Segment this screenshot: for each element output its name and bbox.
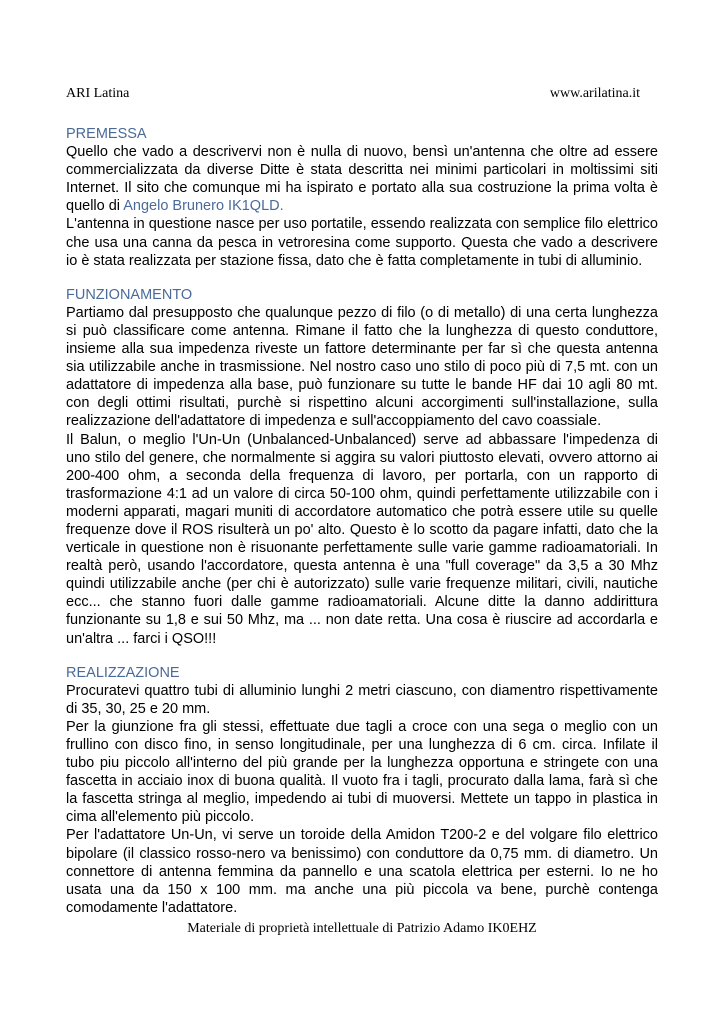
document-body (66, 125, 658, 917)
premessa-paragraph-1-text: Quello che vado a descrivervi non è nulla di nuovo, bensì un'antenna che oltre ad essere commercializzata da diverse Ditte è stata descritta nei minimi particolari in moltissimi siti Internet. Il sito che comunque mi ha ispirato e portato alla sua costruzione la prima volta è quello di (66, 144, 658, 215)
premessa-paragraph-1 (66, 143, 658, 215)
realizzazione-paragraph-2: Per la giunzione fra gli stessi, effettuate due tagli a croce con una sega o meglio con un frullino con disco fino, in senso longitudinale, per una lunghezza di 6 cm. circa. Infilate il tubo piu piccolo all'interno del più grande per la lunghezza opportuna e stringete con una fascetta in acciaio inox di buona qualità. Il vuoto fra i tagli, procurato dalla lama, farà sì che la fascetta stringa al meglio, impedendo ai tubi di muoversi. Mettete un tappo in plastica in cima all'elemento più piccolo. (66, 718, 658, 826)
section-gap (66, 648, 658, 664)
heading-funzionamento: FUNZIONAMENTO (66, 286, 193, 303)
page-footer: Materiale di proprietà intellettuale di Patrizio Adamo IK0EHZ (187, 921, 537, 936)
heading-realizzazione: REALIZZAZIONE (66, 664, 180, 681)
heading-premessa: PREMESSA (66, 126, 147, 142)
realizzazione-paragraph-3: Per l'adattatore Un-Un, vi serve un toroide della Amidon T200-2 e del volgare filo elettrico bipolare (il classico rosso-nero va benissimo) con conduttore da 0,75 mm. di diametro. Un connettore di antenna femmina da pannello e una scatola elettrica per esterni. Io ne ho usata una da 150 x 100 mm. ma anche una più piccola va bene, purchè contenga comodamente l'adattatore. (66, 827, 658, 916)
funzionamento-paragraph-2: Il Balun, o meglio l'Un-Un (Unbalanced-Unbalanced) serve ad abbassare l'impedenza di uno stilo del genere, che normalmente si aggira su valori piuttosto elevati, ovvero attorno ai 200-400 ohm, a seconda della frequenza di lavoro, per portarla, con un rapporto di trasformazione 4:1 ad un valore di circa 50-100 ohm, quindi perfettamente utilizzabile con i moderni apparati, magari muniti di accordatore automatico che potrà essere utile su quelle frequenze dove il ROS risulterà un po' alto. Questo è lo scotto da pagare infatti, dato che la verticale in questione non è risuonante perfettamente sulle varie gamme radioamatoriali. In realtà però, usando l'accordatore, questa antenna è una "full coverage" da 3,5 a 30 Mhz quindi utilizzabile anche (per chi è autorizzato) sulle varie frequenze militari, civili, nautiche ecc... che stanno fuori dalle gamme radioamatoriali. Alcune ditte la danno addirittura funzionante su 1,8 e sui 50 Mhz, ma ... non date retta. Una cosa è riuscire ad accordarla e un'altra ... farci i QSO!!! (66, 431, 658, 647)
header-left: ARI Latina (66, 86, 130, 101)
header-right[interactable]: www.arilatina.it (549, 86, 640, 101)
section-gap (66, 270, 658, 286)
realizzazione-paragraph-1: Procuratevi quattro tubi di alluminio lunghi 2 metri ciascuno, con diamentro rispettivamente di 35, 30, 25 e 20 mm. (66, 682, 658, 717)
author-link[interactable]: Angelo Brunero IK1QLD. (123, 198, 284, 215)
page-header (66, 86, 640, 102)
premessa-paragraph-2: L'antenna in questione nasce per uso portatile, essendo realizzata con semplice filo elettrico che usa una canna da pesca in vetroresina come supporto. Questa che vado a descrivere io è stata realizzata per stazione fissa, dato che è fatta completamente in tubi di alluminio. (66, 216, 658, 269)
funzionamento-paragraph-1: Partiamo dal presupposto che qualunque pezzo di filo (o di metallo) di una certa lunghezza si può classificare come antenna. Rimane il fatto che la lunghezza di questo conduttore, insieme alla sua impedenza riveste un fattore determinante per far sì che questa antenna sia utilizzabile anche in trasmissione. Nel nostro caso uno stilo di poco più di 7,5 mt. con un adattatore di impedenza alla base, può funzionare su tutte le bande HF dai 10 agli 80 mt. con degli ottimi risultati, purchè si rispettino alcuni accorgimenti sull'installazione, sulla realizzazione dell'adattatore di impedenza e sull'accoppiamento del cavo coassiale. (66, 304, 658, 430)
